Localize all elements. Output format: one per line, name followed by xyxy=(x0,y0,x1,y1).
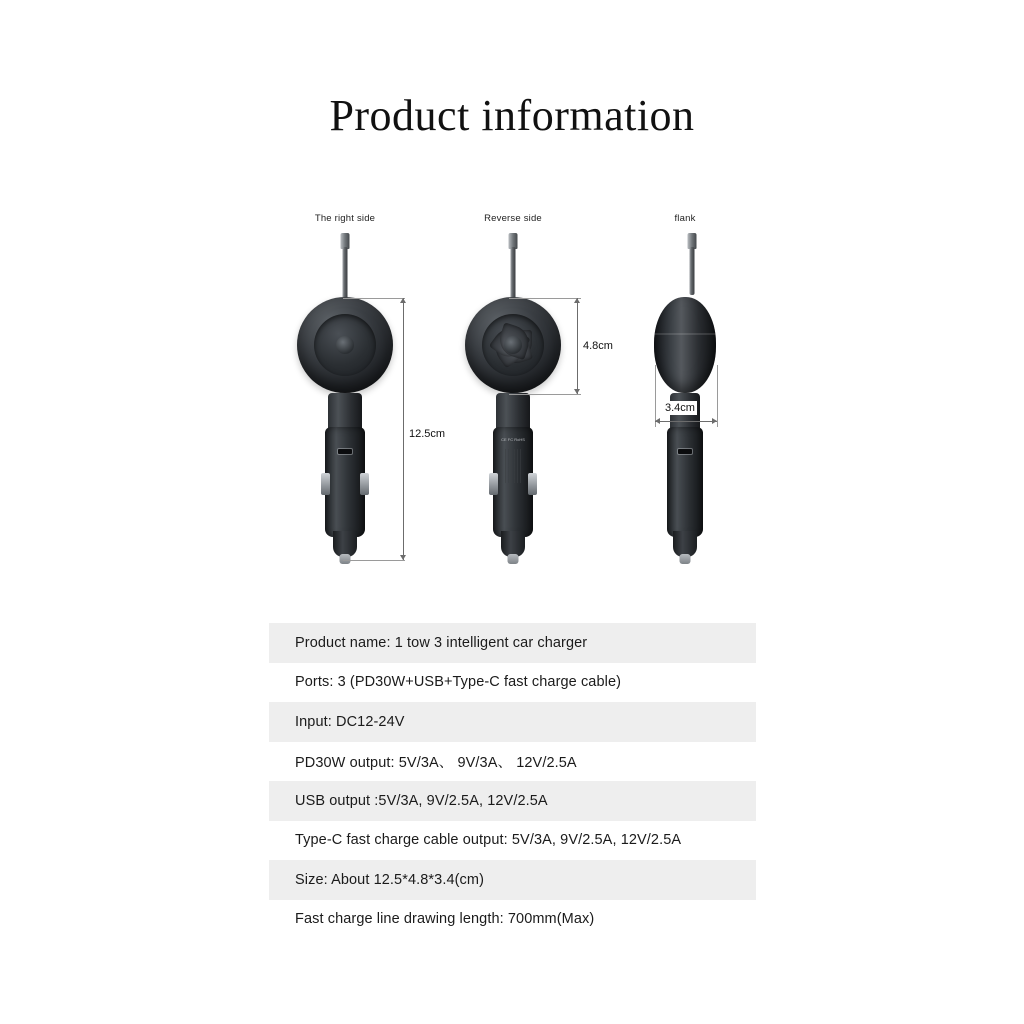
view-label-reverse-side: Reverse side xyxy=(484,213,542,224)
charger-plug-tip xyxy=(673,531,697,557)
certification-marking: CE FC RoHS xyxy=(501,437,525,442)
charger-body xyxy=(325,427,365,537)
product-view-right-side xyxy=(255,205,435,585)
product-diagram xyxy=(255,205,775,595)
side-contact-right xyxy=(528,473,537,495)
head-seam-line xyxy=(654,333,716,335)
plug-pin xyxy=(680,554,691,564)
spec-row-pd30w-output: PD30W output: 5V/3A、 9V/3A、 12V/2.5A xyxy=(269,742,756,782)
charger-plug-tip xyxy=(501,531,525,557)
charger-head xyxy=(297,297,393,393)
view-label-flank: flank xyxy=(674,213,696,224)
side-contact-right xyxy=(360,473,369,495)
view-label-right-side: The right side xyxy=(314,213,376,224)
usb-port-icon xyxy=(338,449,352,454)
cable-stem xyxy=(690,247,695,295)
charger-head-inner xyxy=(314,314,376,376)
charger-head-inner xyxy=(482,314,544,376)
charger-body-back xyxy=(493,427,533,537)
dimension-head-diameter-text: 4.8cm xyxy=(583,340,613,352)
spec-row-size: Size: About 12.5*4.8*3.4(cm) xyxy=(269,860,756,900)
plug-pin xyxy=(508,554,519,564)
page-title: Product information xyxy=(329,91,695,140)
spec-row-product-name: Product name: 1 tow 3 intelligent car charger xyxy=(269,623,756,663)
label-print-area xyxy=(505,449,521,483)
plug-pin xyxy=(340,554,351,564)
charger-head-side-profile xyxy=(654,297,716,393)
side-contact-left xyxy=(489,473,498,495)
charger-head-core xyxy=(504,336,522,354)
usb-port-icon xyxy=(678,449,692,454)
spec-row-input: Input: DC12-24V xyxy=(269,702,756,742)
charger-body-side xyxy=(667,427,703,537)
dimension-depth-text: 3.4cm xyxy=(665,402,695,414)
spec-row-typec-output: Type-C fast charge cable output: 5V/3A, 9V/2.5A, 12V/2.5A xyxy=(269,821,756,861)
charger-plug-tip xyxy=(333,531,357,557)
spec-row-usb-output: USB output :5V/3A, 9V/2.5A, 12V/2.5A xyxy=(269,781,756,821)
product-view-reverse-side xyxy=(423,205,603,585)
spec-row-ports: Ports: 3 (PD30W+USB+Type-C fast charge cable) xyxy=(269,663,756,703)
spec-table xyxy=(269,623,756,939)
charger-head-spiral xyxy=(465,297,561,393)
dimension-height-text: 12.5cm xyxy=(409,428,446,440)
side-contact-left xyxy=(321,473,330,495)
product-view-flank xyxy=(595,205,775,585)
charger-head-core xyxy=(336,336,354,354)
spec-row-cable-length: Fast charge line drawing length: 700mm(Max) xyxy=(269,900,756,940)
